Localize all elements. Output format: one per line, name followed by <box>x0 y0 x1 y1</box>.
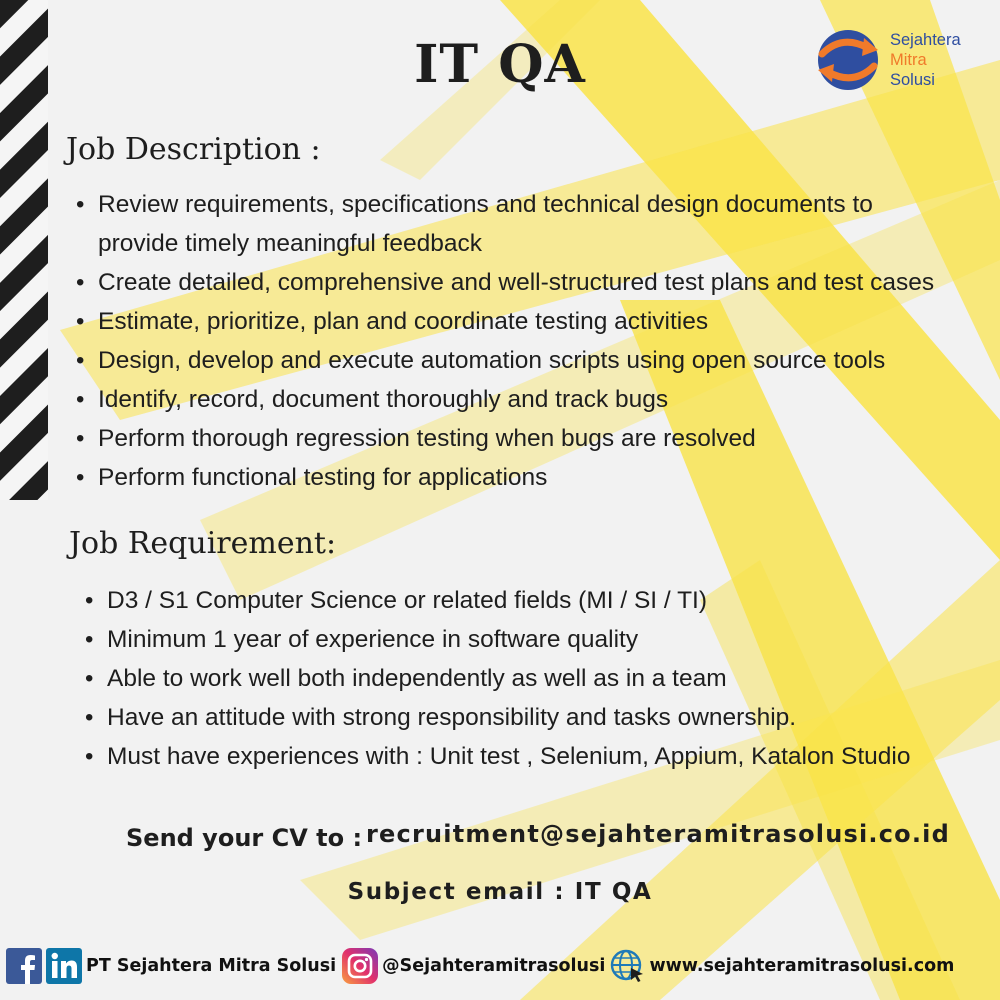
list-item: • Review requirements, specifications and technical design documents to <box>98 185 934 224</box>
list-item: • Must have experiences with : Unit test , Selenium, Appium, Katalon Studio <box>107 737 910 776</box>
list-item: • Estimate, prioritize, plan and coordinate testing activities <box>98 302 934 341</box>
job-description-heading: Job Description : <box>66 132 321 167</box>
footer-website-link[interactable]: www.sejahteramitrasolusi.com <box>649 956 955 976</box>
logo-wordmark <box>890 30 961 90</box>
footer-bar <box>6 944 958 988</box>
job-description-list <box>98 185 934 497</box>
facebook-icon[interactable] <box>6 948 42 984</box>
list-item: • Identify, record, document thoroughly and track bugs <box>98 380 934 419</box>
send-cv-label: Send your CV to : <box>126 824 363 852</box>
sync-arrows-globe-icon <box>812 26 884 94</box>
linkedin-icon[interactable] <box>46 948 82 984</box>
list-item: • Have an attitude with strong responsibility and tasks ownership. <box>107 698 910 737</box>
footer-company-name: PT Sejahtera Mitra Solusi <box>86 956 337 976</box>
job-requirement-heading: Job Requirement: <box>69 526 337 561</box>
logo-line-3: Solusi <box>890 71 935 89</box>
list-item: • Minimum 1 year of experience in software quality <box>107 620 910 659</box>
subject-email-text: Subject email : IT QA <box>347 879 653 905</box>
footer-instagram-handle[interactable]: @Sejahteramitrasolusi <box>382 956 606 976</box>
job-requirement-list <box>107 581 910 776</box>
list-item: • Perform functional testing for applications <box>98 458 934 497</box>
list-item: • D3 / S1 Computer Science or related fields (MI / SI / TI) <box>107 581 910 620</box>
globe-icon[interactable] <box>609 948 645 984</box>
logo-line-1: Sejahtera <box>890 31 961 49</box>
company-logo <box>812 24 992 96</box>
list-item: • Able to work well both independently as well as in a team <box>107 659 910 698</box>
list-item-continuation: provide timely meaningful feedback <box>98 230 483 257</box>
recruitment-email-link[interactable]: recruitment@sejahteramitrasolusi.co.id <box>366 820 950 848</box>
logo-line-2: Mitra <box>890 51 927 69</box>
list-item: • Perform thorough regression testing when bugs are resolved <box>98 419 934 458</box>
list-item: • Design, develop and execute automation scripts using open source tools <box>98 341 934 380</box>
instagram-icon[interactable] <box>342 948 378 984</box>
page-title: IT QA <box>414 34 586 95</box>
list-item: • Create detailed, comprehensive and well-structured test plans and test cases <box>98 263 934 302</box>
